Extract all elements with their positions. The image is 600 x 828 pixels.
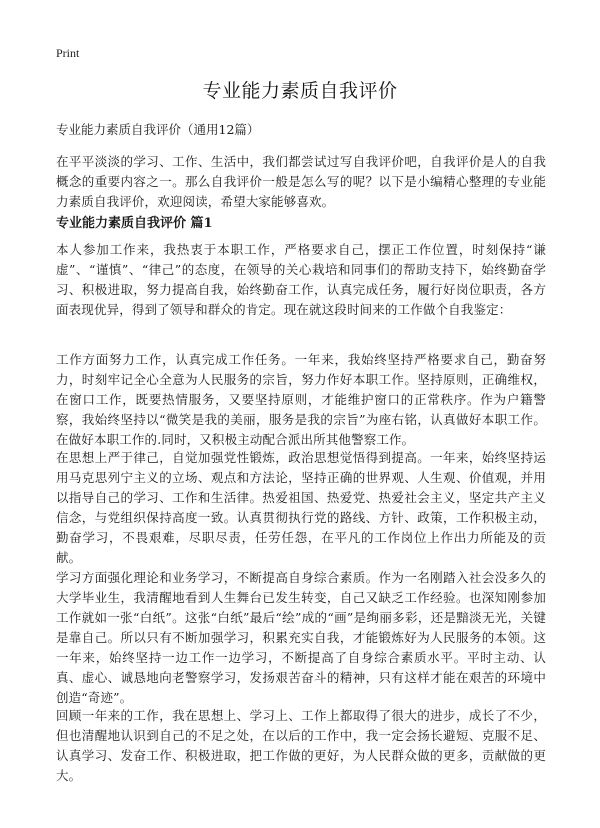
body-paragraph-5: 回顾一年来的工作，我在思想上、学习上、工作上都取得了很大的进步，成长了不少，但也清醒地认识到自己的不足之处，在以后的工作中，我一定会扬长避短、克服不足、认真学习、发奋工作、积极进取，把工作做的更好，为人民群众做的更多，贡献做的更大。 [56,708,546,783]
body-paragraph-2: 工作方面努力工作，认真完成工作任务。一年来，我始终坚持严格要求自己，勤奋努力，时刻牢记全心全意为人民服务的宗旨，努力作好本职工作。坚持原则，正确维权，在窗口工作，既要热情服务，又要坚持原则，才能维护窗口的正常秩序。作为户籍警察，我始终坚持以“微笑是我的美丽，服务是我的宗旨”为座右铭，认真做好本职工作。在做好本职工作的.同时，又积极主动配合派出所其他警察工作。 [56,352,546,447]
body-paragraph-3: 在思想上严于律己，自觉加强党性锻炼，政治思想觉悟得到提高。一年来，始终坚持运用马克思列宁主义的立场、观点和方法论，坚持正确的世界观、人生观、价值观，并用以指导自己的学习、工作和生活律。热爱祖国、热爱党、热爱社会主义，坚定共产主义信念，与党组织保持高度一致。认真贯彻执行党的路线、方针、政策，工作积极主动，勤奋学习，不畏艰难，尽职尽责，任劳任怨，在平凡的工作岗位上作出力所能及的贡献。 [56,450,546,565]
body-paragraph-4: 学习方面强化理论和业务学习，不断提高自身综合素质。作为一名刚踏入社会没多久的大学毕业生，我清醒地看到人生舞台已发生转变，自己又缺乏工作经验。也深知刚参加工作就如一张“白纸”。这张“白纸”最后“绘”成的“画”是绚丽多彩，还是黯淡无光，关键是靠自己。所以只有不断加强学习，积累充实自我，才能锻炼好为人民服务的本领。这一年来，始终坚持一边工作一边学习，不断提高了自身综合素质水平。平时主动、认真、虚心、诚恳地向老警察学习，发扬艰苦奋斗的精神，只有这样才能在艰苦的环境中创造“奇迹”。 [56,570,546,705]
intro-paragraph: 在平平淡淡的学习、工作、生活中，我们都尝试过写自我评价吧，自我评价是人的自我概念的重要内容之一。那么自我评价一般是怎么写的呢？以下是小编精心整理的专业能力素质自我评价，欢迎阅读，希望大家能够喜欢。 [56,154,546,209]
body-paragraph-1: 本人参加工作来，我热衷于本职工作，严格要求自己，摆正工作位置，时刻保持“谦虚”、“谨慎”、“律己”的态度，在领导的关心栽培和同事们的帮助支持下，始终勤奋学习、积极进取，努力提高自我，始终勤奋工作，认真完成任务，履行好岗位职责，各方面表现优异，得到了领导和群众的肯定。现在就这段时间来的工作做个自我鉴定： [56,242,546,317]
print-link[interactable]: Print [56,46,80,60]
page-title: 专业能力素质自我评价 [202,80,398,102]
document-subtitle: 专业能力素质自我评价（通用12篇） [56,122,260,137]
section-heading: 专业能力素质自我评价 篇1 [56,216,213,231]
